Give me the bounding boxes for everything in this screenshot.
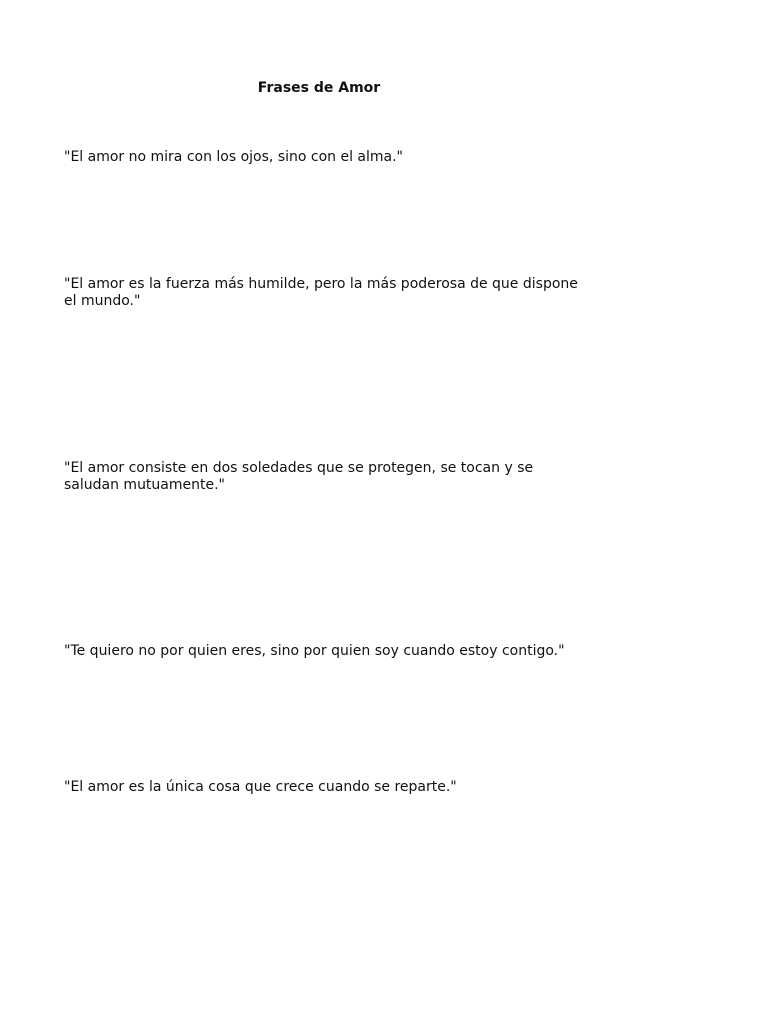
quote-5: "El amor es la única cosa que crece cuando se reparte."	[64, 779, 457, 795]
quote-2: "El amor es la fuerza más humilde, pero la más poderosa de que dispone el mundo."	[64, 276, 578, 309]
quote-1: "El amor no mira con los ojos, sino con el alma."	[64, 149, 404, 165]
page-title: Frases de Amor	[257, 80, 381, 96]
quote-4: "Te quiero no por quien eres, sino por quien soy cuando estoy contigo."	[64, 643, 565, 659]
quote-3: "El amor consiste en dos soledades que se protegen, se tocan y se saludan mutuamente."	[64, 460, 534, 493]
